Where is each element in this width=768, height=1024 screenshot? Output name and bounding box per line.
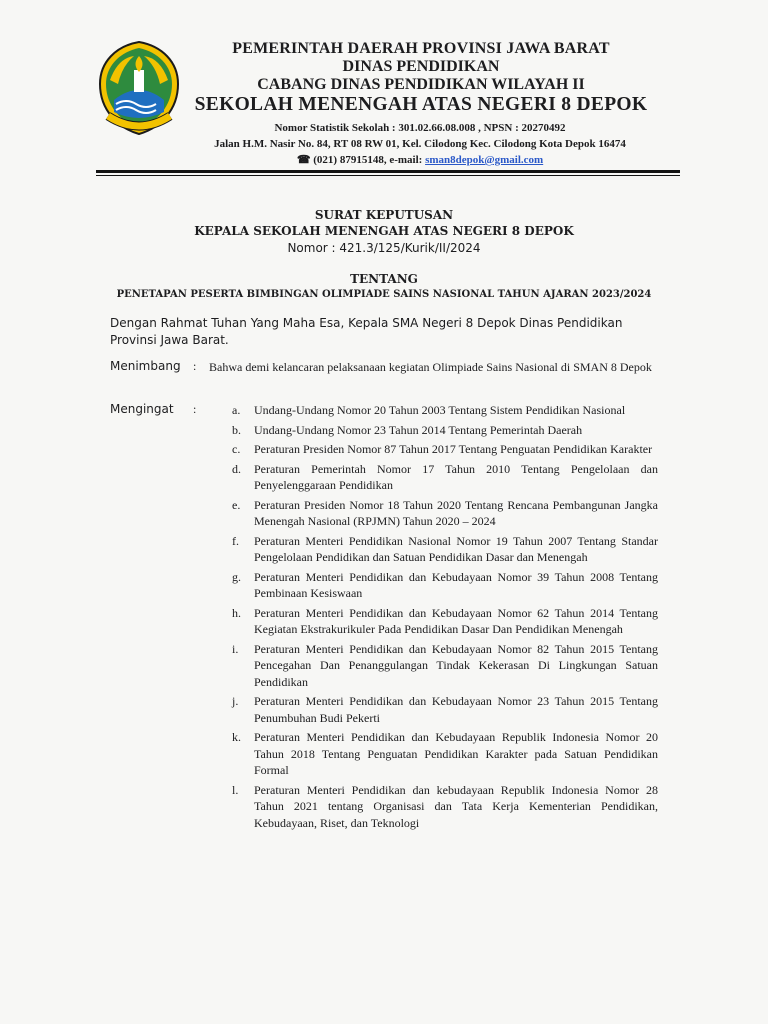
school-contact-line — [150, 152, 690, 168]
legal-basis-item — [232, 497, 658, 530]
legal-basis-item — [232, 461, 658, 494]
item-marker: c. — [232, 442, 241, 456]
item-marker: l. — [232, 782, 239, 797]
item-text: Peraturan Pemerintah Nomor 17 Tahun 2010 Tentang Pengelolaan dan Penyelenggaraan Pendidikan — [254, 461, 658, 492]
item-marker: f. — [232, 533, 239, 548]
letterhead-divider-thin — [96, 175, 680, 176]
school-contact-block — [150, 120, 690, 168]
government-name: PEMERINTAH DAERAH PROVINSI JAWA BARAT — [232, 40, 610, 57]
item-text: Peraturan Presiden Nomor 87 Tahun 2017 Tentang Penguatan Pendidikan Karakter — [254, 442, 653, 456]
considering-label: Menimbang — [110, 359, 181, 373]
item-marker: e. — [232, 497, 241, 512]
item-text: Peraturan Menteri Pendidikan dan kebudayaan Republik Indonesia Nomor 28 Tahun 2021 tentang Organisasi dan Tata Kerja Kementerian Pendidikan, Kebudayaan, Riset, dan Teknologi — [254, 782, 658, 830]
legal-basis-item — [232, 402, 658, 419]
legal-basis-item — [232, 641, 658, 691]
legal-basis-item — [232, 729, 658, 779]
item-text: Peraturan Menteri Pendidikan dan Kebudayaan Nomor 23 Tahun 2015 Tentang Penumbuhan Budi Pekerti — [254, 694, 658, 725]
legal-basis-item — [232, 422, 658, 439]
item-text: Peraturan Menteri Pendidikan dan Kebudayaan Republik Indonesia Nomor 20 Tahun 2018 Tentang Penguatan Pendidikan Karakter pada Satuan Pendidikan Formal — [254, 730, 658, 777]
school-name: SEKOLAH MENENGAH ATAS NEGERI 8 DEPOK — [194, 94, 648, 115]
legal-basis-item — [232, 693, 658, 726]
recalling-colon: : — [193, 402, 197, 416]
item-text: Peraturan Menteri Pendidikan dan Kebudayaan Nomor 62 Tahun 2014 Tentang Kegiatan Ekstrakurikuler Pada Pendidikan Dasar Dan Pendidikan Menengah — [254, 605, 658, 636]
decree-number: Nomor : 421.3/125/Kurik/II/2024 — [287, 241, 481, 255]
item-marker: d. — [232, 461, 241, 476]
legal-basis-list — [232, 402, 658, 834]
item-marker: h. — [232, 605, 241, 620]
opening-paragraph: Dengan Rahmat Tuhan Yang Maha Esa, Kepala SMA Negeri 8 Depok Dinas Pendidikan Provinsi Jawa Barat. — [110, 316, 623, 347]
considering-colon: : — [193, 359, 197, 373]
item-marker: j. — [232, 694, 239, 708]
decree-issuer: KEPALA SEKOLAH MENENGAH ATAS NEGERI 8 DEPOK — [194, 224, 574, 238]
legal-basis-item — [232, 441, 658, 458]
item-marker: k. — [232, 730, 241, 744]
item-text: Undang-Undang Nomor 23 Tahun 2014 Tentang Pemerintah Daerah — [254, 422, 583, 437]
legal-basis-item — [232, 782, 658, 832]
item-marker: b. — [232, 422, 241, 437]
item-text: Undang-Undang Nomor 20 Tahun 2003 Tentang Sistem Pendidikan Nasional — [254, 403, 626, 417]
legal-basis-item — [232, 569, 658, 602]
item-marker: g. — [232, 569, 241, 584]
school-address: Jalan H.M. Nasir No. 84, RT 08 RW 01, Kel. Cilodong Kec. Cilodong Kota Depok 16474 — [214, 138, 626, 150]
phone-number: ☎ (021) 87915148, e-mail: — [296, 154, 426, 166]
item-text: Peraturan Presiden Nomor 18 Tahun 2020 Tentang Rencana Pembangunan Jangka Menengah Nasional (RPJMN) Tahun 2020 – 2024 — [254, 497, 658, 528]
recalling-label: Mengingat — [110, 402, 174, 416]
decree-title: SURAT KEPUTUSAN — [314, 208, 454, 222]
department-name: DINAS PENDIDIKAN — [342, 58, 500, 75]
item-marker: a. — [232, 403, 241, 417]
item-text: Peraturan Menteri Pendidikan Nasional Nomor 19 Tahun 2007 Tentang Standar Pengelolaan Pendidikan dan Satuan Pendidikan Dasar dan Menengah — [254, 533, 658, 564]
item-text: Peraturan Menteri Pendidikan dan Kebudayaan Nomor 82 Tahun 2015 Tentang Pencegahan Dan Penanggulangan Tindak Kekerasan Di Lingkungan Satuan Pendidikan — [254, 641, 658, 689]
letterhead-divider-thick — [96, 170, 680, 173]
item-marker: i. — [232, 641, 239, 656]
legal-basis-item — [232, 533, 658, 566]
item-text: Peraturan Menteri Pendidikan dan Kebudayaan Nomor 39 Tahun 2008 Tentang Pembinaan Kesiswaan — [254, 569, 658, 600]
about-heading: TENTANG — [350, 272, 418, 286]
letterhead — [186, 40, 656, 116]
branch-office-name: CABANG DINAS PENDIDIKAN WILAYAH II — [257, 76, 585, 93]
school-statistics: Nomor Statistik Sekolah : 301.02.66.08.008 , NPSN : 20270492 — [274, 122, 566, 134]
legal-basis-item — [232, 605, 658, 638]
considering-text: Bahwa demi kelancaran pelaksanaan kegiatan Olimpiade Sains Nasional di SMAN 8 Depok — [209, 360, 652, 374]
decree-subject: PENETAPAN PESERTA BIMBINGAN OLIMPIADE SAINS NASIONAL TAHUN AJARAN 2023/2024 — [116, 289, 652, 300]
email-link[interactable]: sman8depok@gmail.com — [425, 154, 544, 166]
